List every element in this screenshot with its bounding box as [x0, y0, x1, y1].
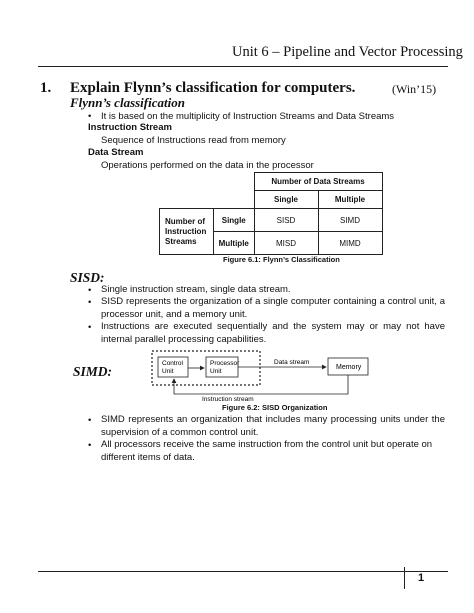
footer-divider — [404, 567, 405, 589]
cell-misd: MISD — [254, 232, 318, 255]
bullet-dot: • — [88, 285, 92, 296]
simd-heading: SIMD: — [73, 364, 113, 379]
question-text: Explain Flynn’s classification for computers. — [70, 80, 356, 96]
question-tag: (Win’15) — [392, 82, 437, 96]
instruction-stream-text: Sequence of Instructions read from memory — [101, 135, 286, 146]
sisd-bullet-3: Instructions are executed sequentially and the system may or may not have internal parallel processing capabilities. — [101, 321, 445, 345]
bullet-dot: • — [88, 415, 92, 426]
data-stream-text: Operations performed on the data in the processor — [101, 160, 314, 171]
col-group-header: Number of Data Streams — [254, 173, 382, 191]
flynn-table — [159, 172, 383, 255]
sisd-bullet-2: SISD represents the organization of a single computer containing a control unit, a processor unit, and a memory unit. — [101, 296, 445, 320]
bullet-dot: • — [88, 322, 92, 333]
processor-unit-label: Unit — [210, 368, 222, 375]
col-single-header: Single — [254, 191, 318, 209]
data-stream-label: Data stream — [274, 359, 310, 366]
simd-bullet-2: All processors receive the same instruction from the control unit but operate on different items of data. — [101, 439, 433, 463]
header-rule — [38, 66, 448, 67]
figure-6-1-caption: Figure 6.1: Flynn’s Classification — [223, 255, 340, 264]
row-multiple-header: Multiple — [214, 232, 255, 255]
bullet-dot: • — [88, 111, 92, 122]
flynn-bullet: It is based on the multiplicity of Instruction Streams and Data Streams — [101, 111, 395, 122]
bullet-dot: • — [88, 440, 92, 451]
row-single-header: Single — [214, 209, 255, 232]
col-multiple-header: Multiple — [318, 191, 382, 209]
sisd-heading: SISD: — [70, 270, 105, 285]
figure-6-2-caption: Figure 6.2: SISD Organization — [222, 403, 328, 412]
question-number: 1. — [40, 80, 52, 96]
page-number: 1 — [418, 572, 425, 584]
instruction-stream-title: Instruction Stream — [88, 122, 172, 133]
control-unit-label: Unit — [162, 368, 174, 375]
sisd-bullet-1: Single instruction stream, single data stream. — [101, 284, 291, 295]
instruction-stream-label: Instruction stream — [202, 396, 254, 403]
unit-title: Unit 6 – Pipeline and Vector Processing — [232, 44, 463, 60]
row-group-header: Number of Instruction Streams — [160, 209, 214, 255]
memory-label: Memory — [336, 364, 362, 371]
simd-bullet-1: SIMD represents an organization that includes many processing units under the supervision of a common control unit. — [101, 414, 445, 438]
cell-simd: SIMD — [318, 209, 382, 232]
control-unit-label: Control — [162, 360, 183, 367]
processor-unit-label: Processor — [210, 360, 240, 367]
bullet-dot: • — [88, 297, 92, 308]
data-stream-title: Data Stream — [88, 147, 144, 158]
cell-mimd: MIMD — [318, 232, 382, 255]
cell-sisd: SISD — [254, 209, 318, 232]
sisd-organization-diagram — [150, 348, 390, 410]
footer-rule — [38, 571, 448, 572]
flynn-heading: Flynn’s classification — [70, 95, 185, 110]
